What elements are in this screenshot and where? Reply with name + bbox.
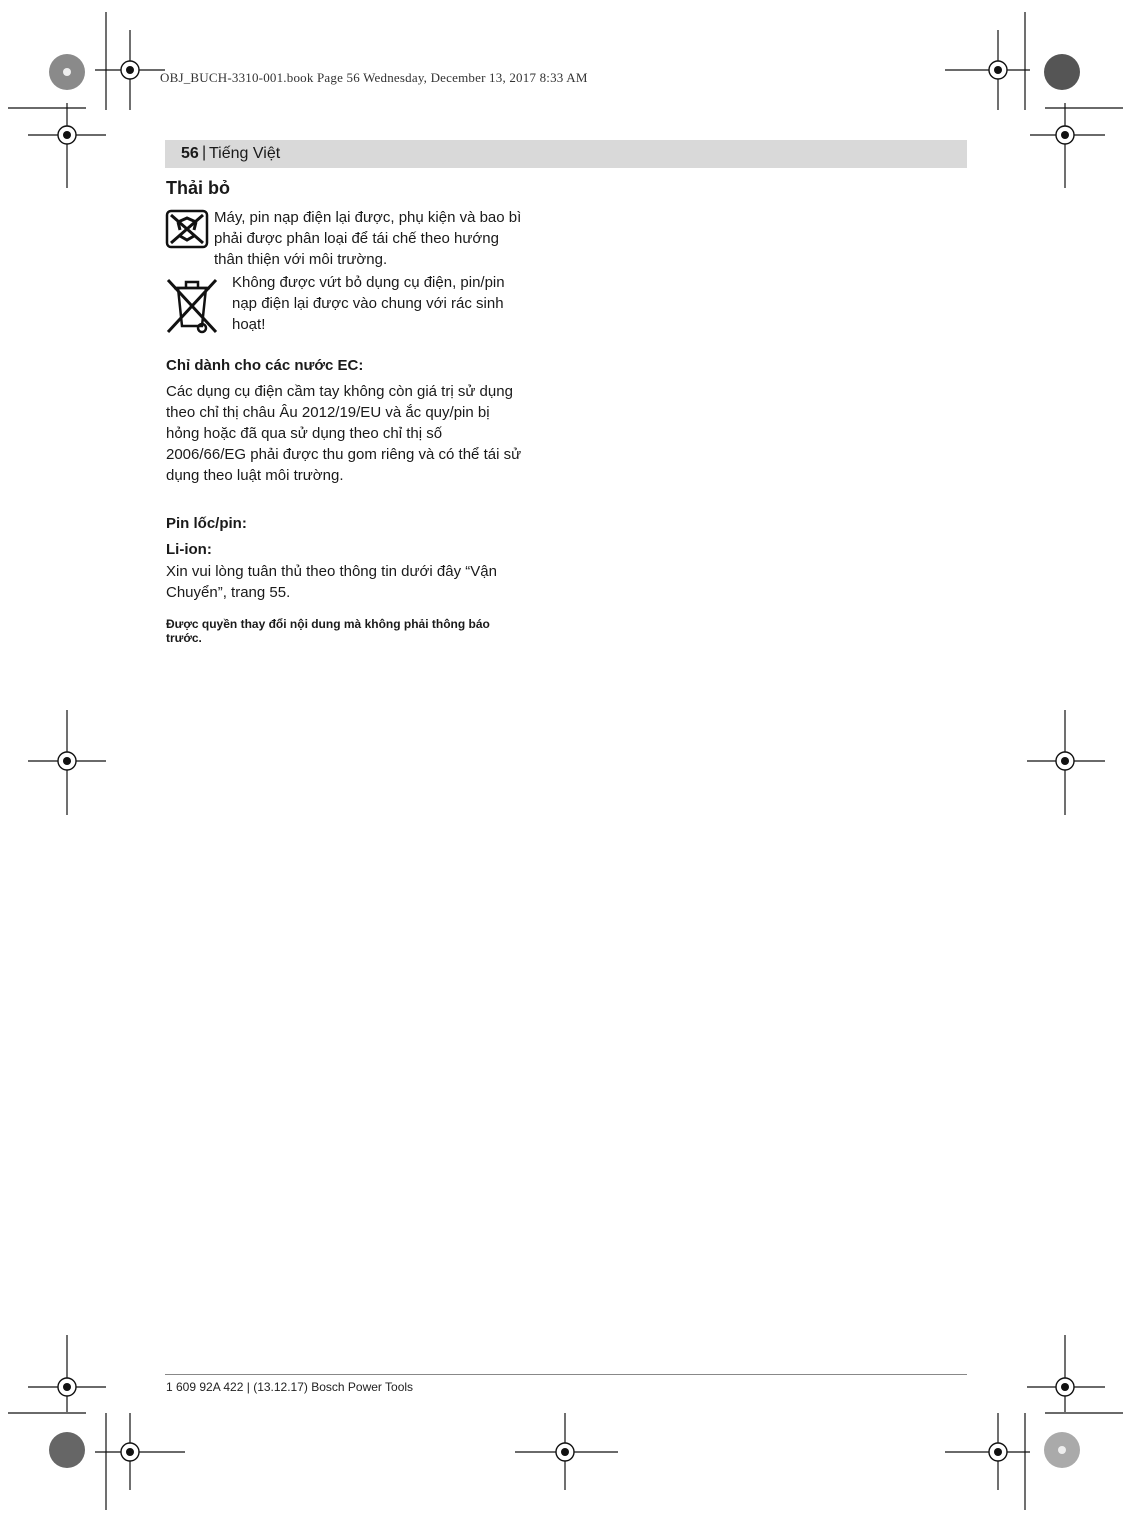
text-line: thân thiện với môi trường.	[214, 251, 388, 268]
text-line: Xin vui lòng tuân thủ theo thông tin dưới đây “Vận	[166, 563, 497, 580]
book-header: OBJ_BUCH-3310-001.book Page 56 Wednesday, December 13, 2017 8:33 AM	[160, 70, 588, 85]
disposal-title: Thải bỏ	[166, 178, 230, 198]
text-line: hoạt!	[232, 316, 266, 333]
text-line: nạp điện lại được vào chung với rác sinh	[232, 295, 504, 312]
text-line: Máy, pin nạp điện lại được, phụ kiện và bao bì	[214, 209, 522, 226]
footer-text: 1 609 92A 422 | (13.12.17) Bosch Power Tools	[166, 1380, 414, 1394]
bin-text	[232, 272, 505, 335]
change-notice	[166, 617, 490, 645]
text-line: phải được phân loại để tái chế theo hướng	[214, 230, 499, 247]
battery-subheading: Li-ion:	[166, 541, 212, 558]
ec-paragraph	[166, 381, 521, 486]
text-line: Không được vứt bỏ dụng cụ điện, pin/pin	[232, 274, 505, 291]
text-line: Chuyển”, trang 55.	[166, 584, 291, 601]
page-language: Tiếng Việt	[209, 145, 281, 162]
page-header-bar	[165, 140, 967, 168]
page-separator: |	[202, 144, 207, 161]
text-line: 2006/66/EG phải được thu gom riêng và có thể tái sử	[166, 446, 522, 463]
text-line: theo chỉ thị châu Âu 2012/19/EU và ắc quy/pin bị	[166, 404, 490, 421]
text-line: Được quyền thay đổi nội dung mà không phải thông báo	[166, 617, 490, 631]
ec-heading: Chỉ dành cho các nước EC:	[166, 357, 364, 374]
text-line: dụng theo luật môi trường.	[166, 467, 344, 484]
footer-rule	[165, 1374, 967, 1375]
text-line: hỏng hoặc đã qua sử dụng theo chỉ thị số	[166, 425, 443, 442]
text-line: Các dụng cụ điện cầm tay không còn giá trị sử dụng	[166, 383, 513, 400]
battery-paragraph	[166, 561, 497, 603]
recycle-text	[214, 207, 521, 270]
crossed-wheelie-bin-icon	[164, 276, 220, 336]
text-line: trước.	[166, 631, 202, 645]
battery-heading: Pin lốc/pin:	[166, 515, 247, 532]
recycling-crossed-icon	[166, 210, 208, 248]
page-number: 56	[181, 145, 199, 162]
